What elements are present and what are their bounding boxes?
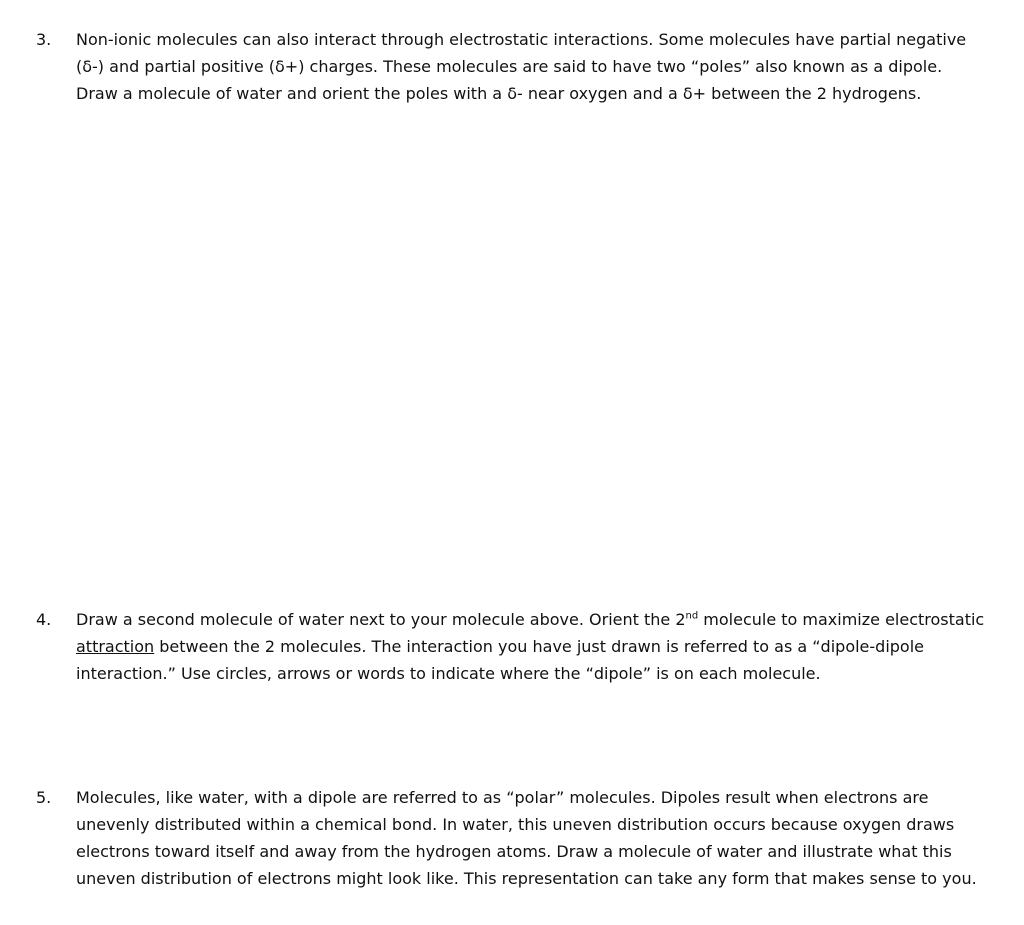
question-number: 4. <box>36 610 52 629</box>
question-number: 5. <box>36 788 52 807</box>
question-text-part3: between the 2 molecules. The interaction you have just drawn is referred to as a “dipole-dipole interaction.” Use circles, arrows or words to indicate where the “dipole” is on each molecule. <box>76 637 924 683</box>
ordinal-superscript: nd <box>685 610 699 622</box>
question-4 <box>36 606 986 687</box>
underlined-word: attraction <box>76 637 155 656</box>
question-text: Molecules, like water, with a dipole are referred to as “polar” molecules. Dipoles result when electrons are unevenly distributed within a chemical bond. In water, this uneven distribution occurs because oxygen draws electrons toward itself and away from the hydrogen atoms. Draw a molecule of water and illustrate what this uneven distribution of electrons might look like. This representation can take any form that makes sense to you. <box>76 788 977 888</box>
question-5 <box>36 784 986 892</box>
question-3 <box>36 26 986 107</box>
question-text-part2: molecule to maximize electrostatic <box>698 610 985 629</box>
question-text-part1: Draw a second molecule of water next to your molecule above. Orient the 2 <box>76 610 686 629</box>
question-text: Non-ionic molecules can also interact through electrostatic interactions. Some molecules have partial negative (δ-) and partial positive (δ+) charges. These molecules are said to have two “poles” also known as a dipole. Draw a molecule of water and orient the poles with a δ- near oxygen and a δ+ between the 2 hydrogens. <box>76 30 967 103</box>
question-number: 3. <box>36 30 52 49</box>
question-text <box>76 606 986 687</box>
